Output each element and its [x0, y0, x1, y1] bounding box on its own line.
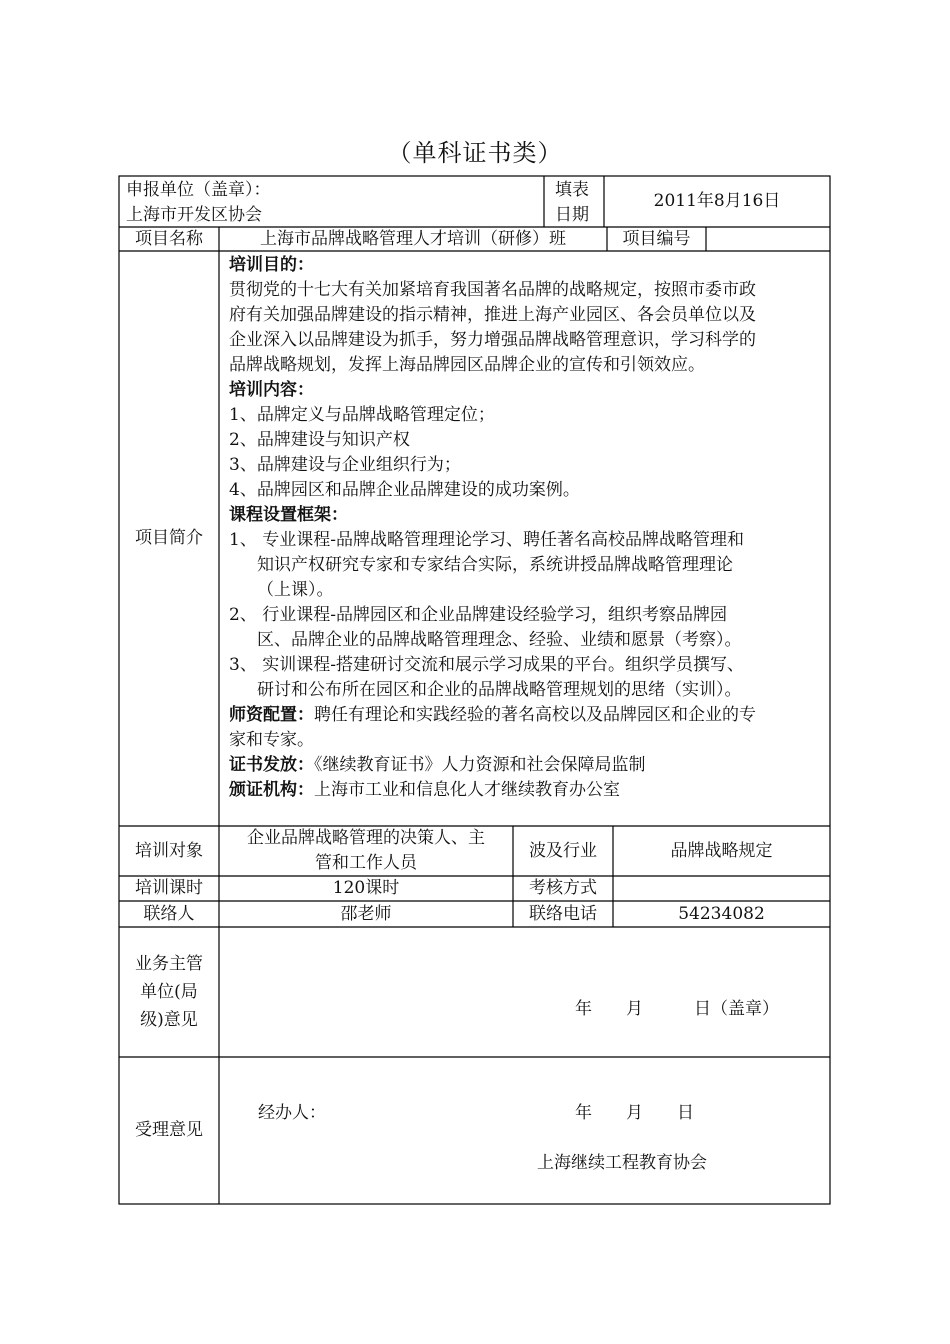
applicant-label: 申报单位（盖章）：	[126, 180, 271, 200]
content-item: 2、品牌建设与知识产权	[229, 430, 410, 450]
course-heading: 课程设置框架：	[229, 505, 348, 525]
hours-label: 培训课时	[135, 878, 203, 898]
page-title: （单科证书类）	[387, 139, 563, 167]
cert-line	[229, 753, 827, 778]
target-value-line: 企业品牌战略管理的决策人、主	[247, 828, 485, 848]
project-number-label: 项目编号	[622, 228, 691, 249]
content-heading: 培训内容：	[229, 380, 314, 400]
project-number-value	[706, 227, 830, 251]
course-item-3-line: 研讨和公布所在园区和企业的品牌战略管理规划的思绪（实训）。	[257, 680, 742, 700]
faculty-heading: 师资配置：	[229, 705, 314, 725]
issuer-text: 上海市工业和信息化人才继续教育办公室	[314, 780, 620, 800]
course-item-1-line: （上课）。	[257, 580, 334, 600]
supervisor-label-line: 单位(局	[140, 982, 198, 1002]
acceptance-date: 年 月 日	[575, 1103, 694, 1123]
course-item-1-line: 知识产权研究专家和专家结合实际，系统讲授品牌战略管理理论	[257, 555, 733, 575]
content-item: 1、品牌定义与品牌战略管理定位；	[229, 405, 495, 425]
supervisor-label	[119, 927, 219, 1057]
purpose-line: 企业深入以品牌建设为抓手，努力增强品牌战略管理意识，学习科学的	[229, 330, 756, 350]
cert-heading: 证书发放：	[229, 755, 314, 775]
target-value-line: 管和工作人员	[315, 853, 417, 873]
course-item-2-line: 区、品牌企业的品牌战略管理理念、经验、业绩和愿景（考察）。	[257, 630, 742, 650]
content-item: 4、品牌园区和品牌企业品牌建设的成功案例。	[229, 480, 580, 500]
fill-date-label-1: 填表	[555, 180, 589, 200]
project-name-label: 项目名称	[135, 228, 203, 249]
phone-value: 54234082	[678, 903, 765, 924]
faculty-line-2: 家和专家。	[229, 730, 314, 750]
exam-label: 考核方式	[529, 878, 597, 898]
phone-label: 联络电话	[529, 903, 597, 924]
acceptance-org: 上海继续工程教育协会	[537, 1153, 707, 1173]
applicant-cell	[126, 178, 541, 228]
fill-date-label	[555, 178, 600, 228]
exam-value	[613, 876, 830, 901]
hours-value: 120课时	[332, 878, 400, 898]
purpose-line: 府有关加强品牌建设的指示精神，推进上海产业园区、各会员单位以及	[229, 305, 756, 325]
purpose-heading: 培训目的：	[229, 255, 314, 275]
content-item: 3、品牌建设与企业组织行为；	[229, 455, 461, 475]
course-item-3-line: 3、 实训课程-搭建研讨交流和展示学习成果的平台。组织学员撰写、	[229, 655, 744, 675]
course-item-1-line: 1、 专业课程-品牌战略管理理论学习、聘任著名高校品牌战略管理和	[229, 530, 744, 550]
acceptance-label: 受理意见	[135, 1120, 203, 1140]
supervisor-label-line: 业务主管	[135, 954, 203, 974]
target-label: 培训对象	[135, 840, 203, 861]
issuer-line	[229, 778, 827, 803]
faculty-text: 聘任有理论和实践经验的著名高校以及品牌园区和企业的专	[314, 705, 756, 725]
contact-value: 邵老师	[340, 903, 392, 924]
issuer-heading: 颁证机构：	[229, 780, 314, 800]
industry-label: 波及行业	[529, 840, 597, 861]
fill-date-value: 2011年8月16日	[653, 191, 781, 211]
acceptance-handler: 经办人：	[258, 1103, 326, 1123]
course-item-2-line: 2、 行业课程-品牌园区和企业品牌建设经验学习，组织考察品牌园	[229, 605, 727, 625]
faculty-line	[229, 703, 827, 728]
intro-content	[229, 253, 827, 803]
project-name-value: 上海市品牌战略管理人才培训（研修）班	[260, 228, 566, 249]
fill-date-label-2: 日期	[555, 205, 589, 225]
supervisor-label-line: 级)意见	[140, 1010, 198, 1030]
industry-value: 品牌战略规定	[670, 840, 773, 861]
applicant-value: 上海市开发区协会	[126, 205, 262, 225]
purpose-line: 贯彻党的十七大有关加紧培育我国著名品牌的战略规定，按照市委市政	[229, 280, 756, 300]
purpose-line: 品牌战略规划，发挥上海品牌园区品牌企业的宣传和引领效应。	[229, 355, 705, 375]
cert-text: 《继续教育证书》人力资源和社会保障局监制	[314, 755, 646, 775]
supervisor-date-seal: 年 月 日（盖章）	[575, 999, 779, 1019]
contact-label: 联络人	[143, 903, 195, 924]
intro-label: 项目简介	[135, 528, 203, 548]
target-value	[219, 826, 513, 876]
